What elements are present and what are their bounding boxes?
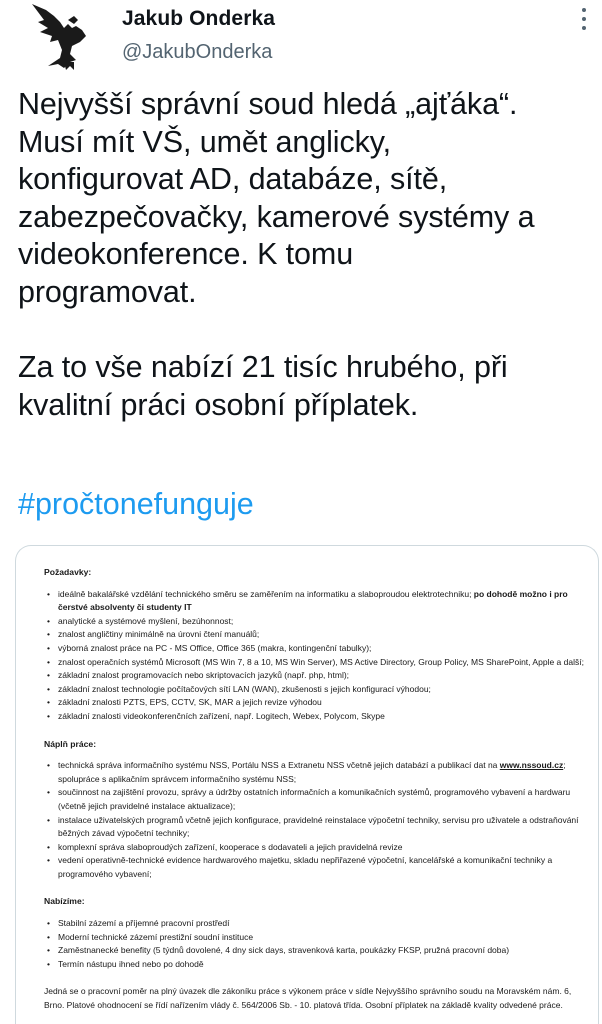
list-item: • výborná znalost práce na PC - MS Office, Office 365 (makra, kontingenční tabulky); <box>44 642 589 656</box>
list-item: • základní znalost programovacích nebo skriptovacích jazyků (např. php, html); <box>44 669 589 683</box>
requirements-list <box>44 588 589 724</box>
list-item: • instalace uživatelských programů včetně jejich konfigurace, pravidelné reinstalace výpočetní techniky, servisu pro uživatele a odstraňování běžných závad výpočetní techniky; <box>44 814 589 841</box>
website-link: www.nssoud.cz <box>499 760 564 771</box>
list-item <box>44 588 589 615</box>
list-item: • znalost operačních systémů Microsoft (MS Win 7, 8 a 10, MS Win Server), MS Active Directory, Group Policy, MS SharePoint, Apple a další; <box>44 656 589 670</box>
list-item: • Stabilní zázemí a příjemné pracovní prostředí <box>44 917 589 931</box>
list-item: • znalost angličtiny minimálně na úrovni čtení manuálů; <box>44 628 589 642</box>
dot <box>582 17 586 21</box>
list-item: • základní znalosti PZTS, EPS, CCTV, SK, MAR a jejich revize výhodou <box>44 696 589 710</box>
dot <box>582 8 586 12</box>
author-display-name[interactable]: Jakub Onderka <box>122 7 276 30</box>
tweet-header <box>0 0 602 80</box>
list-item: • komplexní správa slaboproudých zařízení, kooperace s dodavateli a jejich pravidelná revize <box>44 841 589 855</box>
hashtag-link[interactable]: #pročtonefunguje <box>18 487 254 521</box>
item-text: technická správa informačního systému NSS, Portálu NSS a Extranetu NSS včetně jejich databází a publikací dat na <box>58 760 500 771</box>
list-item: • součinnost na zajištění provozu, správy a údržby ostatních informačních a komunikačních systémů, programového vybavení a hardwaru (včetně jejich pravidelné instalace aktualizace); <box>44 786 589 813</box>
eagle-icon[interactable] <box>24 2 88 70</box>
attached-image[interactable] <box>15 545 599 1024</box>
item-bold-text: po dohodě možno i pro čerstvé absolventy či studenty IT <box>58 588 568 613</box>
offer-list <box>44 917 589 971</box>
item-text: ; spolupráce s aplikačním správcem informačního systému NSS; <box>58 760 566 784</box>
list-item: • základní znalosti videokonferenčních zařízení, např. Logitech, Webex, Polycom, Skype <box>44 710 589 724</box>
list-item: • vedení operativně-technické evidence hardwarového majetku, skladu nepřiřazené výpočetní, kancelářské a komunikační techniky a programového vybavení; <box>44 854 589 881</box>
employment-note: Jedná se o pracovní poměr na plný úvazek dle zákoníku práce s výkonem práce v sídle Nejvyššího správního soudu na Moravském nám. 6, Brno. Platové ohodnocení se řídí nařízením vlády č. 564/2006 Sb. - 10. platová třída. Osobní příplatek na základě kvality odvedené práce. <box>44 986 572 1011</box>
author-handle[interactable]: @JakubOnderka <box>122 41 273 63</box>
offer-heading: Nabízíme: <box>44 896 85 907</box>
list-item: • základní znalost technologie počítačových sítí LAN (WAN), zkušenosti s jejich konfigurací výhodou; <box>44 683 589 697</box>
item-text: ideálně bakalářské vzdělání technického směru se zaměřením na informatiku a slaboproudou elektrotechniku; <box>58 588 474 599</box>
tweet-text: Nejvyšší správní soud hledá „ajťáka“. Musí mít VŠ, umět anglicky, konfigurovat AD, databáze, sítě, zabezpečovačky, kamerové systémy a videokonference. K tomu programovat. Za to vše nabízí 21 tisíc hrubého, při kvalitní práci osobní příplatek. <box>18 87 535 422</box>
job-posting-document <box>44 558 589 1013</box>
duties-list <box>44 759 589 881</box>
list-item <box>44 759 589 786</box>
more-options-icon[interactable] <box>574 8 594 30</box>
requirements-heading: Požadavky: <box>44 567 92 577</box>
list-item: • Termín nástupu ihned nebo po dohodě <box>44 958 589 972</box>
list-item: • Zaměstnanecké benefity (5 týdnů dovolené, 4 dny sick days, stravenková karta, poukázky FKSP, pružná pracovní doba) <box>44 944 589 958</box>
list-item: • Moderní technické zázemí prestižní soudní instituce <box>44 931 589 945</box>
list-item: • analytické a systémové myšlení, bezúhonnost; <box>44 615 589 629</box>
dot <box>582 26 586 30</box>
duties-heading: Náplň práce: <box>44 738 97 749</box>
